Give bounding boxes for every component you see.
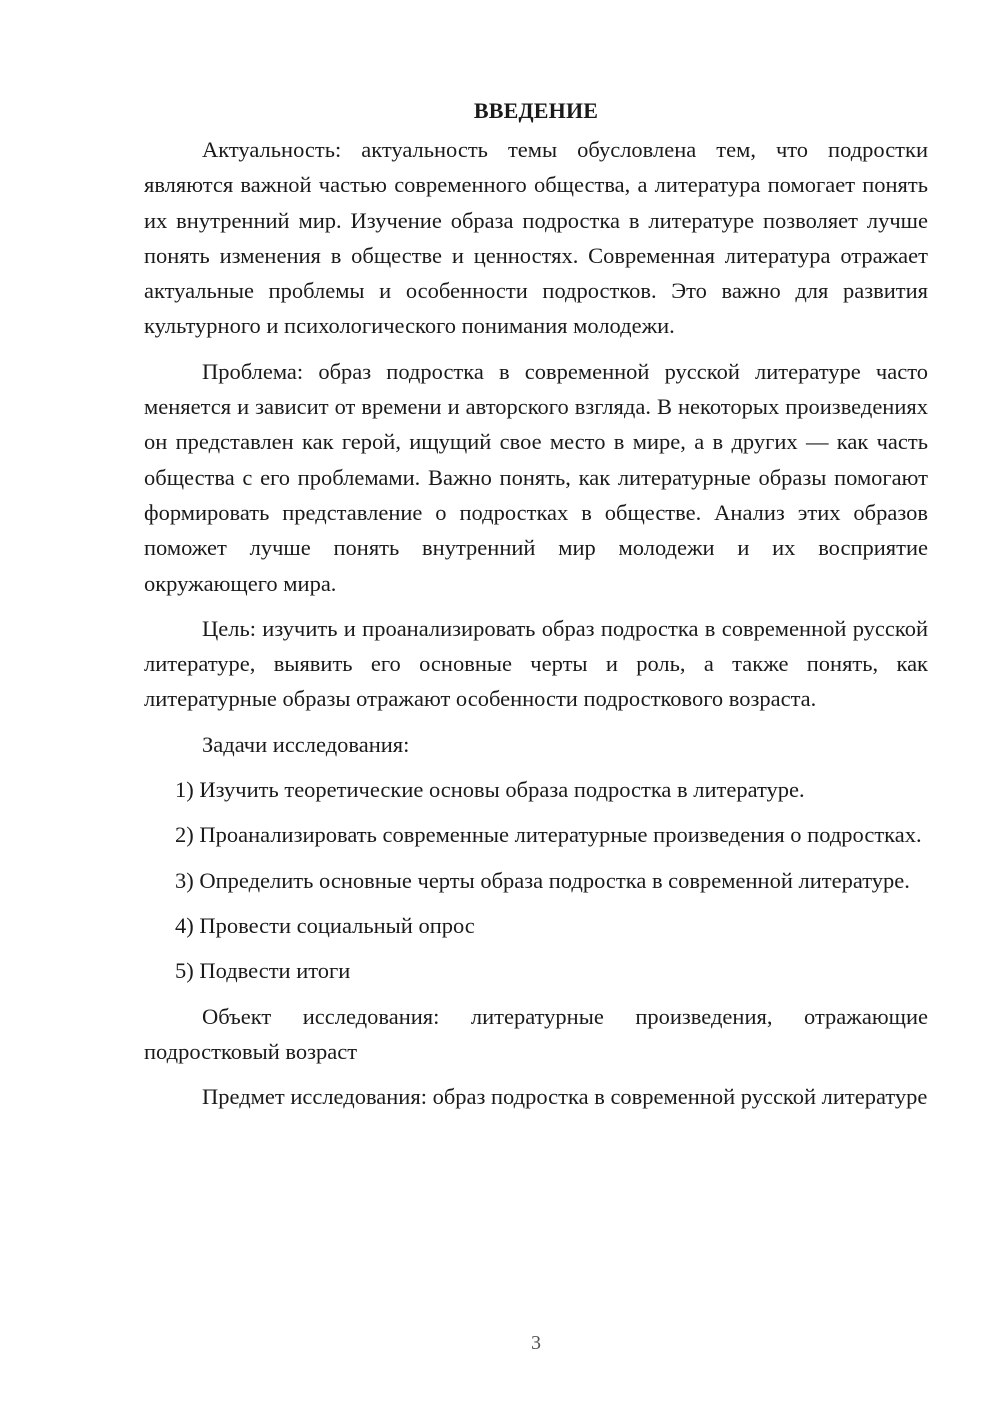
task-item-4: 4) Провести социальный опрос xyxy=(175,912,475,938)
task-item-1: 1) Изучить теоретические основы образа подростка в литературе. xyxy=(175,777,805,803)
goal-paragraph: Цель: изучить и проанализировать образ подростка в современной русской литературе, выявить его основные черты и роль, а также понять, как литературные образы отражают особенности подросткового возраста. xyxy=(144,615,928,712)
task-item-3: 3) Определить основные черты образа подростка в современной литературе. xyxy=(175,867,910,893)
task-item-2: 2) Проанализировать современные литературные произведения о подростках. xyxy=(175,822,922,848)
relevance-paragraph: Актуальность: актуальность темы обусловлена тем, что подростки являются важной частью современного общества, а литература помогает понять их внутренний мир. Изучение образа подростка в литературе позволяет лучше понять изменения в обществе и ценностях. Современная литература отражает актуальные проблемы и особенности подростков. Это важно для развития культурного и психологического понимания молодежи. xyxy=(144,137,928,339)
tasks-heading: Задачи исследования: xyxy=(202,731,410,757)
document-page xyxy=(144,92,928,1124)
task-item-5: 5) Подвести итоги xyxy=(175,958,351,984)
page-title: ВВЕДЕНИЕ xyxy=(473,98,599,123)
subject-paragraph: Предмет исследования: образ подростка в современной русской литературе xyxy=(202,1084,928,1110)
page-number: 3 xyxy=(531,1332,541,1354)
object-paragraph: Объект исследования: литературные произведения, отражающие подростковый возраст xyxy=(144,1003,928,1064)
problem-paragraph: Проблема: образ подростка в современной русской литературе часто меняется и зависит от времени и авторского взгляда. В некоторых произведениях он представлен как герой, ищущий свое место в мире, а в других — как часть общества с его проблемами. Важно понять, как литературные образы помогают формировать представление о подростках в обществе. Анализ этих образов поможет лучше понять внутренний мир молодежи и их восприятие окружающего мира. xyxy=(144,358,928,596)
